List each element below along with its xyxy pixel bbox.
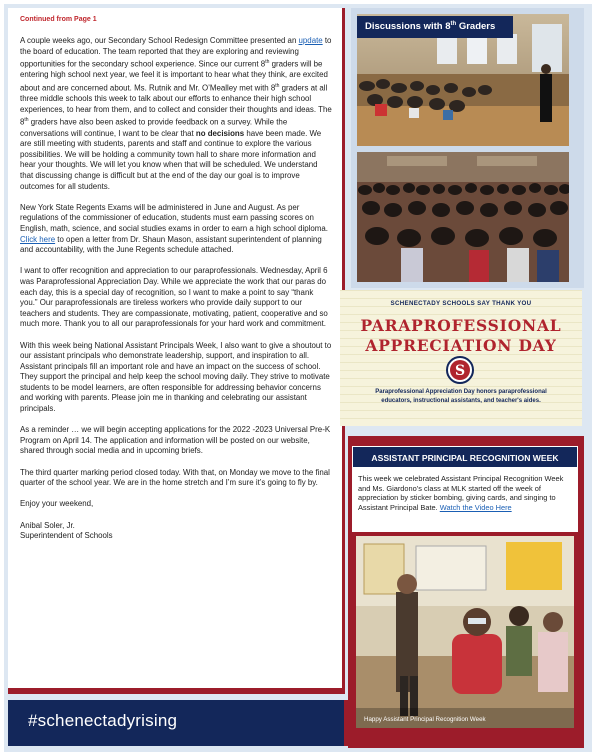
paraprofessional-title: PARAPROFESSIONAL APPRECIATION DAY bbox=[360, 316, 562, 355]
letter-column bbox=[8, 8, 345, 688]
paragraph-quarter: The third quarter marking period closed today. With that, on Monday we move to the final quarter of the school year. We are in the home stretch and I’m sure it’s going to fly by. bbox=[20, 467, 330, 488]
paragraph-paraprofessionals: I want to offer recognition and appreciation to our paraprofessionals. Wednesday, April 6 was Paraprofessional Appreciation Day. While we appreciate the work that our paras do each day, this is a special day of recognition, so I want to make a point to say “thank you.” Our paraprofessionals are tireless workers who provide daily support to our teachers and students. They are compassionate, motivating, patient, cooperative and so much more. Thank you to all our paraprofessionals for your hard work and commitment. bbox=[20, 266, 328, 329]
paragraph-redesign: A couple weeks ago, our Secondary School Redesign Committee presented an update to the board of education. The team reported that they are exploring and reviewing opportunities for the secondary school experience. Since our current 8th graders will be entering high school next year, we feel it is important to hear what they think, are excited about and are concerned about. Ms. Rutnik and Mr. O’Mealley met with 8th graders at all three middle schools this week to talk about our efforts to enhance their high school experiences, to hear from them, and to collect and consider their thoughts and ideas. The 8th graders have also been asked to provide feedback on a survey. While the conversations will continue, I want to be clear that no decisions have been made. We are still meeting with students, parents and staff and continue to explore the various possibilities. We will be holding a community town hall to share more information and hear your thoughts. We will let you know when that will be scheduled. We understand that discussing change is difficult but at the end of the day our goal is to improve outcomes for all students. bbox=[20, 36, 332, 191]
hashtag-text: #schenectadyrising bbox=[28, 711, 178, 730]
discussions-title: Discussions with 8th Graders bbox=[357, 16, 513, 38]
auditorium-photo-2 bbox=[357, 152, 569, 282]
assistant-principal-text: This week we celebrated Assistant Principal Recognition Week and Ms. Giardono’s class at MLK started off the week of appreciation by sticker bombing, giving cards, and singing to Assistant Principal Bate. Watch the Video Here bbox=[352, 468, 578, 532]
click-here-link[interactable]: Click here bbox=[20, 234, 56, 244]
district-logo-icon bbox=[446, 356, 474, 384]
classroom-photo bbox=[356, 536, 574, 728]
hashtag-banner bbox=[8, 700, 348, 746]
closing-line: Enjoy your weekend, bbox=[20, 499, 94, 509]
watch-video-link[interactable]: Watch the Video Here bbox=[439, 502, 512, 512]
signature bbox=[20, 521, 332, 542]
continued-label: Continued from Page 1 bbox=[20, 16, 97, 23]
photo-caption: Happy Assistant Principal Recognition Week bbox=[364, 716, 486, 723]
assistant-principal-title: ASSISTANT PRINCIPAL RECOGNITION WEEK bbox=[352, 446, 578, 468]
paragraph-prek: As a reminder … we will begin accepting applications for the 2022 -2023 Universal Pre-K Program on April 14. The application and information will be posted on our website, shared through social media and in upcoming briefs. bbox=[20, 425, 331, 456]
paraprofessional-card bbox=[340, 290, 582, 426]
paraprofessional-description: Paraprofessional Appreciation Day honors paraprofessional educators, instructional assistants, and teacher's aides. bbox=[375, 389, 547, 404]
signature-name: Anibal Soler, Jr. bbox=[20, 520, 75, 530]
paragraph-regents: New York State Regents Exams will be administered in June and August. As per regulations of the commissioner of education, students must earn passing scores on English, math, science, and social studies exams in order to earn a high school diploma. Click here to open a letter from Dr. Shaun Mason, assistant superintendent of planning and accountability, with the June Regents schedule attached. bbox=[20, 202, 328, 255]
paragraph-assistant-principals: With this week being National Assistant Principals Week, I also want to give a shoutout to our assistant principals who demonstrate leadership, support, and inspiration to all. Assistant principals fill an important role and have an impact on the success of school. They support the principal and help keep the school moving daily. They strive to motivate students to be model learners, are often responsible for addressing behavior concerns and working with parents. Please join me in thanking and celebrating our assistant principals. bbox=[20, 340, 332, 414]
update-link[interactable]: update bbox=[298, 36, 323, 45]
letter-body bbox=[20, 36, 332, 542]
divider-bar bbox=[8, 688, 345, 694]
svg-text:S: S bbox=[454, 363, 466, 379]
thank-you-heading: SCHENECTADY SCHOOLS SAY THANK YOU bbox=[390, 300, 532, 307]
signature-title: Superintendent of Schools bbox=[20, 531, 113, 541]
